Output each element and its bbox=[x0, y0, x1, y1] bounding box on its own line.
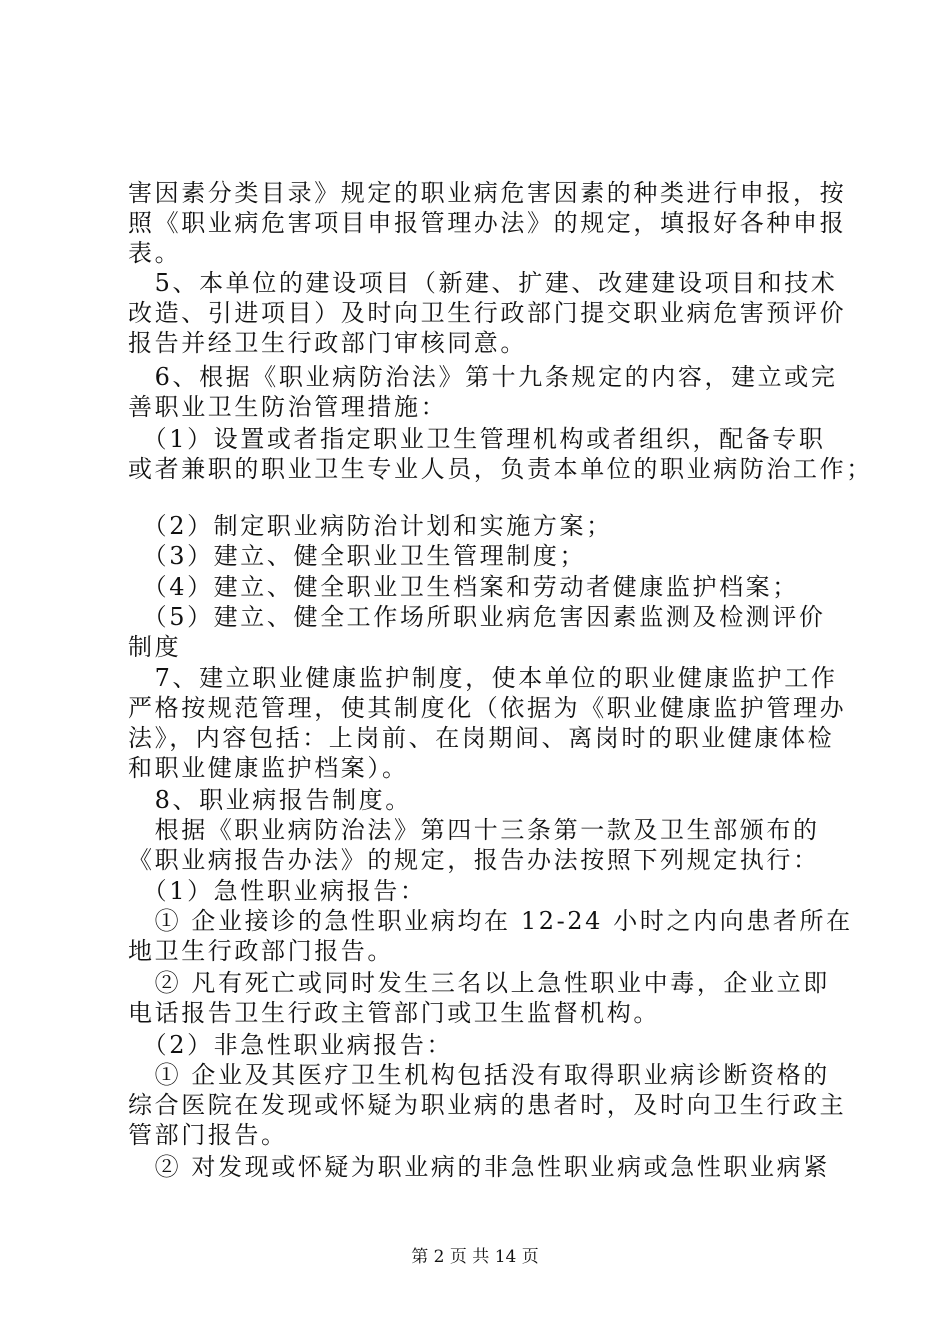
text-line: （1）急性职业病报告： bbox=[128, 877, 427, 905]
text-line: 改造、引进项目）及时向卫生行政部门提交职业病危害预评价 bbox=[128, 299, 847, 327]
text-line: （1）设置或者指定职业卫生管理机构或者组织，配备专职 bbox=[128, 425, 826, 453]
text-line: 报告并经卫生行政部门审核同意。 bbox=[128, 329, 527, 357]
text-line: 根据《职业病防治法》第四十三条第一款及卫生部颁布的 bbox=[128, 816, 820, 844]
text-line: 害因素分类目录》规定的职业病危害因素的种类进行申报，按 bbox=[128, 179, 847, 207]
text-line: 6、根据《职业病防治法》第十九条规定的内容，建立或完 bbox=[128, 363, 838, 391]
page-number-footer: 第 2 页 共 14 页 bbox=[411, 1247, 539, 1267]
text-line: 《职业病报告办法》的规定，报告办法按照下列规定执行： bbox=[128, 846, 820, 874]
text-line: ① 企业及其医疗卫生机构包括没有取得职业病诊断资格的 bbox=[128, 1061, 830, 1089]
text-line: 7、建立职业健康监护制度，使本单位的职业健康监护工作 bbox=[128, 664, 838, 692]
text-line: 表。 bbox=[128, 239, 182, 267]
text-line: 和职业健康监护档案）。 bbox=[128, 754, 409, 782]
text-line: 善职业卫生防治管理措施： bbox=[128, 393, 448, 421]
text-line: （5）建立、健全工作场所职业病危害因素监测及检测评价 bbox=[128, 603, 826, 631]
text-line: 综合医院在发现或怀疑为职业病的患者时，及时向卫生行政主 bbox=[128, 1091, 847, 1119]
text-line: 地卫生行政部门报告。 bbox=[128, 937, 394, 965]
text-line: 或者兼职的职业卫生专业人员，负责本单位的职业病防治工作； bbox=[128, 455, 873, 483]
text-line: （4）建立、健全职业卫生档案和劳动者健康监护档案； bbox=[128, 573, 799, 601]
text-line: 照《职业病危害项目申报管理办法》的规定，填报好各种申报 bbox=[128, 209, 847, 237]
text-line: ① 企业接诊的急性职业病均在 12-24 小时之内向患者所在 bbox=[128, 907, 853, 935]
text-line: （2）非急性职业病报告： bbox=[128, 1031, 454, 1059]
text-line: ② 对发现或怀疑为职业病的非急性职业病或急性职业病紧 bbox=[128, 1153, 830, 1181]
text-line: 电话报告卫生行政主管部门或卫生监督机构。 bbox=[128, 999, 660, 1027]
text-line: 法》，内容包括：上岗前、在岗期间、离岗时的职业健康体检 bbox=[128, 724, 835, 752]
text-line: 严格按规范管理，使其制度化（依据为《职业健康监护管理办 bbox=[128, 694, 847, 722]
text-line: （2）制定职业病防治计划和实施方案； bbox=[128, 512, 613, 540]
text-line: 管部门报告。 bbox=[128, 1121, 288, 1149]
text-line: 制度 bbox=[128, 633, 182, 661]
text-line: ② 凡有死亡或同时发生三名以上急性职业中毒，企业立即 bbox=[128, 969, 830, 997]
text-line: 5、本单位的建设项目（新建、扩建、改建建设项目和技术 bbox=[128, 269, 838, 297]
text-line: 8、职业病报告制度。 bbox=[128, 786, 412, 814]
text-line: （3）建立、健全职业卫生管理制度； bbox=[128, 542, 587, 570]
